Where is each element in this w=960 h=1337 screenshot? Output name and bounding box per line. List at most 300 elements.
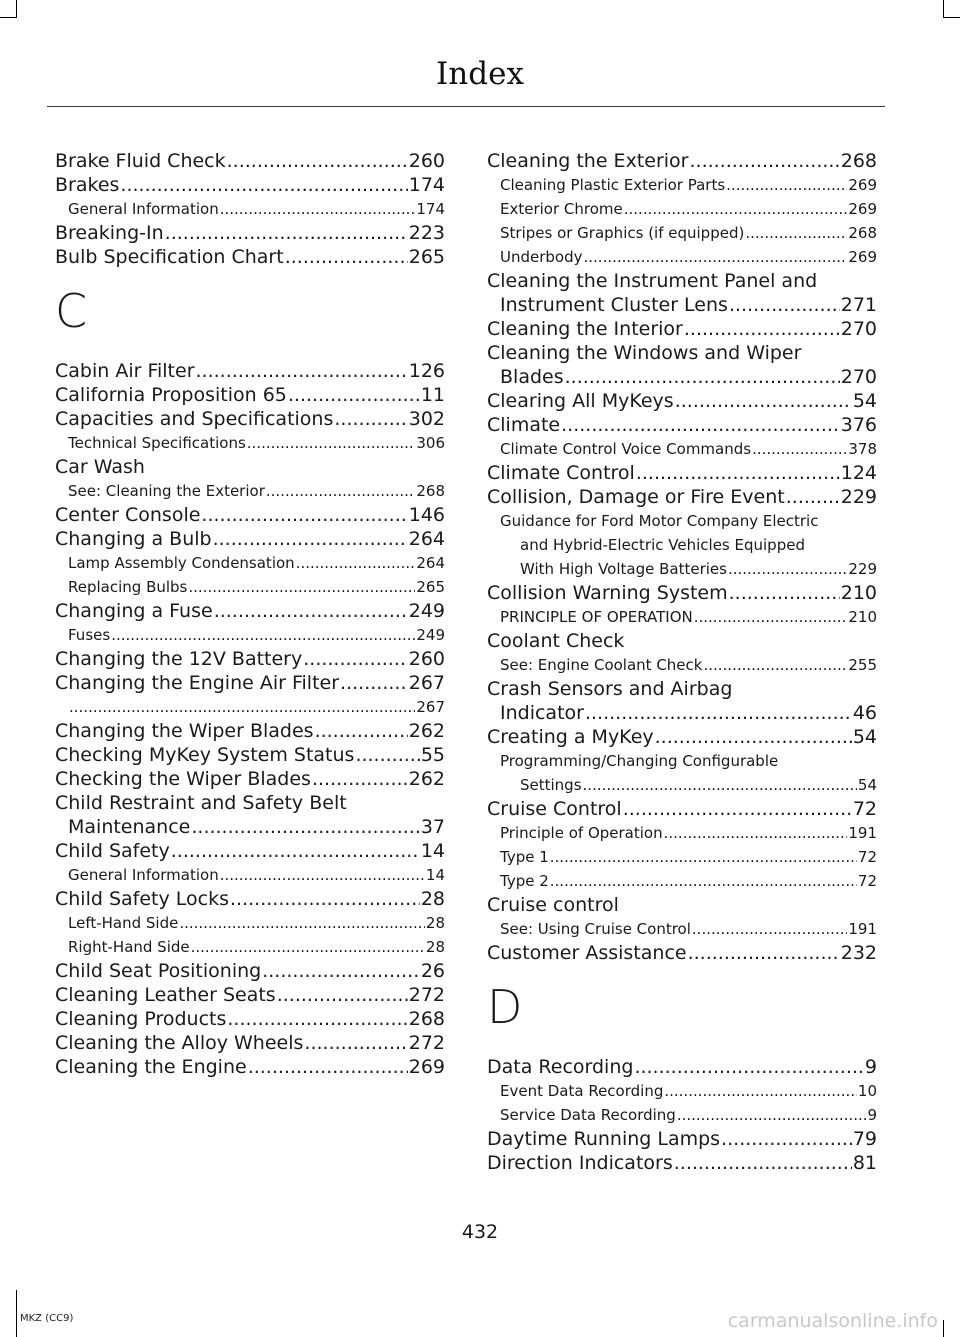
- dot-leader: [550, 845, 857, 869]
- page-ref[interactable]: 262: [408, 720, 445, 742]
- dot-leader: [288, 383, 420, 407]
- dot-leader: [729, 293, 840, 317]
- page-ref[interactable]: 146: [408, 504, 445, 526]
- page-ref[interactable]: 302: [408, 408, 445, 430]
- entry-row: [487, 725, 877, 749]
- page-ref[interactable]: 10: [857, 1082, 877, 1100]
- page-ref[interactable]: 270: [840, 366, 877, 388]
- entry-text: Right-Hand Side: [68, 938, 190, 956]
- entry-text: General Information: [68, 866, 219, 884]
- page-ref[interactable]: 229: [840, 486, 877, 508]
- page-ref[interactable]: 28: [425, 938, 445, 956]
- entry-row: [487, 149, 877, 173]
- entry-text: Replacing Bulbs: [68, 578, 188, 596]
- page-ref[interactable]: 223: [408, 222, 445, 244]
- dot-leader: [786, 485, 840, 509]
- dot-leader: [213, 527, 408, 551]
- entry-row: [500, 869, 877, 893]
- dot-leader: [248, 1055, 408, 1079]
- entry-row: [68, 197, 445, 221]
- page-ref[interactable]: 126: [408, 360, 445, 382]
- index-entry: [487, 389, 877, 413]
- entry-row: [487, 485, 877, 509]
- entry-text: Daytime Running Lamps: [487, 1128, 721, 1150]
- dot-leader: [664, 821, 848, 845]
- page-ref[interactable]: 14: [420, 840, 445, 862]
- entry-text: Center Console: [55, 504, 201, 526]
- page-ref[interactable]: 81: [852, 1152, 877, 1174]
- entry-row: [487, 1055, 877, 1079]
- dot-leader: [201, 503, 407, 527]
- entry-text: Service Data Recording: [500, 1106, 676, 1124]
- entry-text: Cleaning Products: [55, 1008, 227, 1030]
- page-ref[interactable]: 54: [852, 726, 877, 748]
- entry-text: Event Data Recording: [500, 1082, 664, 1100]
- page-ref[interactable]: 210: [840, 582, 877, 604]
- index-subentry: [487, 1079, 877, 1103]
- index-entry: [55, 503, 445, 527]
- index-entry: [487, 941, 877, 965]
- entry-row: [68, 431, 445, 455]
- entry-row: [487, 797, 877, 821]
- entry-text: Brakes: [55, 174, 120, 196]
- dot-leader: [726, 173, 847, 197]
- entry-text: Programming/Changing Configurable: [500, 752, 779, 770]
- entry-row: [55, 983, 445, 1007]
- page-ref[interactable]: 249: [408, 600, 445, 622]
- page-ref[interactable]: 174: [416, 200, 445, 218]
- index-entry: [55, 791, 445, 839]
- page-ref[interactable]: 268: [840, 150, 877, 172]
- dot-leader: [220, 863, 425, 887]
- index-entry: [55, 455, 445, 479]
- page-ref[interactable]: 72: [857, 848, 877, 866]
- entry-row: [487, 701, 877, 725]
- page-ref[interactable]: 26: [420, 960, 445, 982]
- crop-mark-top-right-v: [943, 0, 944, 18]
- dot-leader: [227, 149, 408, 173]
- dot-leader: [624, 197, 848, 221]
- page-ref[interactable]: 269: [848, 248, 877, 266]
- entry-text: Cleaning the Engine: [55, 1056, 247, 1078]
- entry-text: Bulb Specification Chart: [55, 246, 284, 268]
- dot-leader: [191, 815, 419, 839]
- page-ref[interactable]: 174: [408, 174, 445, 196]
- dot-leader: [692, 917, 847, 941]
- entry-text: General Information: [68, 200, 219, 218]
- entry-text: Child Seat Positioning: [55, 960, 262, 982]
- entry-text: Breaking-In: [55, 222, 164, 244]
- entry-text-continued: Instrument Cluster Lens: [500, 294, 728, 316]
- page-ref[interactable]: 378: [848, 440, 877, 458]
- entry-text-continued: Indicator: [500, 702, 584, 724]
- header-rule: [47, 106, 885, 107]
- entry-row: [55, 671, 445, 695]
- watermark: carmanualsonline.info: [727, 1310, 938, 1332]
- page-ref[interactable]: 268: [408, 1008, 445, 1030]
- page-ref[interactable]: 55: [420, 744, 445, 766]
- dot-leader: [220, 197, 416, 221]
- dot-leader: [296, 551, 416, 575]
- entry-row: [500, 1103, 877, 1127]
- index-entry: [55, 221, 445, 245]
- dot-leader: [585, 701, 852, 725]
- index-entry: [55, 1007, 445, 1031]
- entry-text-continued: Settings: [520, 776, 582, 794]
- page-ref[interactable]: 267: [416, 698, 445, 716]
- page-ref[interactable]: 255: [848, 656, 877, 674]
- index-entry: [55, 887, 445, 911]
- index-entry: [55, 1031, 445, 1055]
- page-ref[interactable]: 9: [864, 1056, 877, 1078]
- page-ref[interactable]: 124: [840, 462, 877, 484]
- dot-leader: [179, 911, 425, 935]
- entry-text: California Proposition 65: [55, 384, 287, 406]
- page-ref[interactable]: 260: [408, 648, 445, 670]
- page-ref[interactable]: 260: [408, 150, 445, 172]
- entry-text: See: Using Cruise Control: [500, 920, 691, 938]
- page-ref[interactable]: 265: [408, 246, 445, 268]
- dot-leader: [675, 389, 852, 413]
- dot-leader: [334, 407, 407, 431]
- index-entry: [487, 485, 877, 509]
- dot-leader: [304, 1031, 407, 1055]
- dot-leader: [171, 839, 420, 863]
- entry-text: Cruise Control: [487, 798, 622, 820]
- entry-row: [500, 653, 877, 677]
- entry-row: [487, 581, 877, 605]
- entry-row: [55, 743, 445, 767]
- entry-text-continued: Blades: [500, 366, 564, 388]
- dot-leader: [69, 695, 415, 719]
- entry-text: Cleaning the Interior: [487, 318, 683, 340]
- entry-row: [500, 437, 877, 461]
- index-subentry: [487, 653, 877, 677]
- entry-row: [55, 719, 445, 743]
- dot-leader: [745, 221, 847, 245]
- dot-leader: [230, 887, 420, 911]
- page-ref[interactable]: 267: [408, 672, 445, 694]
- index-subentry: [487, 605, 877, 629]
- page-ref[interactable]: 376: [840, 414, 877, 436]
- entry-text: Type 1: [500, 848, 549, 866]
- index-column-left: [55, 149, 445, 1079]
- page-ref[interactable]: 11: [420, 384, 445, 406]
- index-column-right: [487, 149, 877, 1175]
- page-ref[interactable]: 72: [857, 872, 877, 890]
- entry-row: [55, 815, 445, 839]
- page-ref[interactable]: 191: [848, 920, 877, 938]
- entry-row: [487, 461, 877, 485]
- dot-leader: [340, 671, 408, 695]
- index-subentry: [55, 935, 445, 959]
- entry-row: [55, 647, 445, 671]
- entry-text-continued: Maintenance: [68, 816, 191, 838]
- entry-text: Fuses: [68, 626, 111, 644]
- index-subentry: [487, 245, 877, 269]
- dot-leader: [636, 461, 840, 485]
- dot-leader: [120, 173, 407, 197]
- page-ref[interactable]: 9: [867, 1106, 877, 1124]
- page-ref[interactable]: 265: [416, 578, 445, 596]
- dot-leader: [561, 413, 840, 437]
- page-ref[interactable]: 72: [852, 798, 877, 820]
- entry-row: [55, 527, 445, 551]
- entry-text: Changing a Fuse: [55, 600, 213, 622]
- page-ref[interactable]: 264: [416, 554, 445, 572]
- entry-text: Climate Control Voice Commands: [500, 440, 752, 458]
- page-ref[interactable]: 272: [408, 1032, 445, 1054]
- dot-leader: [694, 605, 848, 629]
- page-ref[interactable]: 28: [420, 888, 445, 910]
- dot-leader: [565, 365, 840, 389]
- dot-leader: [312, 767, 408, 791]
- dot-leader: [315, 719, 408, 743]
- entry-text: Crash Sensors and Airbag: [487, 678, 733, 700]
- index-entry: [55, 149, 445, 173]
- entry-text: Underbody: [500, 248, 583, 266]
- index-entry: [55, 767, 445, 791]
- entry-row: [487, 1127, 877, 1151]
- index-entry: [55, 245, 445, 269]
- section-letter: D: [487, 980, 523, 1034]
- entry-row: [68, 575, 445, 599]
- entry-text: Cruise control: [487, 894, 619, 916]
- index-entry: [487, 629, 877, 653]
- entry-text: Cleaning Leather Seats: [55, 984, 276, 1006]
- entry-row: [68, 479, 445, 503]
- index-entry: [487, 893, 877, 917]
- page-ref[interactable]: 232: [840, 942, 877, 964]
- index-subentry: [55, 479, 445, 503]
- dot-leader: [752, 437, 847, 461]
- index-subentry: [55, 431, 445, 455]
- entry-text: Exterior Chrome: [500, 200, 623, 218]
- entry-row: [68, 863, 445, 887]
- entry-text: Principle of Operation: [500, 824, 663, 842]
- entry-row: [55, 1031, 445, 1055]
- entry-row: [500, 245, 877, 269]
- section-letter: C: [55, 284, 88, 338]
- entry-text: Changing the Wiper Blades: [55, 720, 314, 742]
- index-entry: [487, 413, 877, 437]
- page-ref[interactable]: 14: [425, 866, 445, 884]
- entry-row: [487, 941, 877, 965]
- index-subentry: [487, 437, 877, 461]
- entry-row: [68, 551, 445, 575]
- index-subentry: [55, 197, 445, 221]
- index-subentry: [487, 845, 877, 869]
- index-entry: [487, 1127, 877, 1151]
- entry-text: Car Wash: [55, 456, 145, 478]
- entry-text-continued: and Hybrid-Electric Vehicles Equipped: [520, 536, 805, 554]
- page-ref[interactable]: 54: [857, 776, 877, 794]
- index-entry: [487, 269, 877, 317]
- page-ref[interactable]: 249: [416, 626, 445, 644]
- dot-leader: [196, 359, 408, 383]
- entry-text: Changing a Bulb: [55, 528, 212, 550]
- dot-leader: [674, 1151, 852, 1175]
- dot-leader: [188, 575, 415, 599]
- entry-row: [500, 773, 877, 797]
- index-subentry: [55, 575, 445, 599]
- entry-text: Cleaning the Exterior: [487, 150, 689, 172]
- entry-row: [500, 845, 877, 869]
- index-entry: [487, 677, 877, 725]
- index-subentry: [487, 917, 877, 941]
- page-ref[interactable]: 306: [416, 434, 445, 452]
- page-ref[interactable]: 269: [848, 176, 877, 194]
- index-entry: [55, 527, 445, 551]
- entry-text: See: Cleaning the Exterior: [68, 482, 265, 500]
- document-id: MKZ (CC9): [20, 1313, 74, 1324]
- entry-row: [55, 599, 445, 623]
- index-entry: [55, 359, 445, 383]
- entry-text: Creating a MyKey: [487, 726, 654, 748]
- dot-leader: [688, 941, 840, 965]
- crop-mark-top-left-v: [16, 0, 17, 18]
- page-ref[interactable]: 269: [408, 1056, 445, 1078]
- entry-row: [55, 959, 445, 983]
- entry-row: [55, 149, 445, 173]
- dot-leader: [285, 245, 408, 269]
- entry-row: [55, 839, 445, 863]
- index-subentry: [487, 821, 877, 845]
- entry-row: [68, 911, 445, 935]
- dot-leader: [111, 623, 415, 647]
- entry-text: Checking the Wiper Blades: [55, 768, 311, 790]
- index-entry: [487, 1151, 877, 1175]
- dot-leader: [165, 221, 408, 245]
- index-entry: [55, 383, 445, 407]
- entry-text: Left-Hand Side: [68, 914, 179, 932]
- index-entry: [55, 743, 445, 767]
- entry-text: Brake Fluid Check: [55, 150, 226, 172]
- dot-leader: [684, 317, 840, 341]
- entry-text: Guidance for Ford Motor Company Electric: [500, 512, 819, 530]
- entry-row: [500, 557, 877, 581]
- index-entry: [55, 671, 445, 695]
- entry-text: Child Restraint and Safety Belt: [55, 792, 347, 814]
- page-ref[interactable]: 28: [425, 914, 445, 932]
- entry-row: [68, 623, 445, 647]
- index-entry: [487, 149, 877, 173]
- page-ref[interactable]: 269: [848, 200, 877, 218]
- entry-text: Climate Control: [487, 462, 635, 484]
- dot-leader: [728, 557, 847, 581]
- entry-row: [487, 893, 877, 917]
- entry-text: Cleaning the Instrument Panel and: [487, 270, 818, 292]
- entry-text: Lamp Assembly Condensation: [68, 554, 295, 572]
- entry-text: Cleaning the Alloy Wheels: [55, 1032, 304, 1054]
- entry-text: Child Safety Locks: [55, 888, 230, 910]
- index-entry: [487, 341, 877, 389]
- entry-row: [500, 173, 877, 197]
- dot-leader: [703, 653, 847, 677]
- index-entry: [55, 839, 445, 863]
- entry-text: Cleaning the Windows and Wiper: [487, 342, 802, 364]
- entry-row: [55, 173, 445, 197]
- crop-mark-bottom-left-v: [16, 1290, 17, 1337]
- index-entry: [487, 725, 877, 749]
- index-subentry: [487, 197, 877, 221]
- entry-row: [487, 413, 877, 437]
- entry-row: [487, 629, 877, 653]
- index-subentry: [55, 695, 445, 719]
- entry-row: [55, 887, 445, 911]
- entry-text: Changing the 12V Battery: [55, 648, 303, 670]
- index-subentry: [487, 749, 877, 797]
- entry-row: [500, 197, 877, 221]
- page-ref[interactable]: 79: [852, 1128, 877, 1150]
- entry-row: [55, 359, 445, 383]
- index-entry: [55, 407, 445, 431]
- page-ref[interactable]: 270: [840, 318, 877, 340]
- index-entry: [55, 647, 445, 671]
- dot-leader: [214, 599, 408, 623]
- page-ref[interactable]: 264: [408, 528, 445, 550]
- page-ref[interactable]: 262: [408, 768, 445, 790]
- index-subentry: [487, 509, 877, 581]
- entry-row: [500, 1079, 877, 1103]
- entry-text: Coolant Check: [487, 630, 625, 652]
- entry-row: [487, 365, 877, 389]
- entry-row: [487, 317, 877, 341]
- index-entry: [55, 719, 445, 743]
- page-ref[interactable]: 268: [416, 482, 445, 500]
- page-ref[interactable]: 229: [848, 560, 877, 578]
- entry-row: [500, 605, 877, 629]
- crop-mark-top-left-h: [0, 17, 17, 18]
- dot-leader: [664, 1079, 857, 1103]
- page-ref[interactable]: 54: [852, 390, 877, 412]
- index-subentry: [55, 911, 445, 935]
- dot-leader: [721, 1127, 852, 1151]
- page-number: 432: [461, 1221, 499, 1243]
- dot-leader: [266, 479, 415, 503]
- page-ref[interactable]: 37: [420, 816, 445, 838]
- entry-text: Changing the Engine Air Filter: [55, 672, 340, 694]
- entry-text: Direction Indicators: [487, 1152, 673, 1174]
- entry-text: Technical Specifications: [68, 434, 246, 452]
- dot-leader: [677, 1103, 867, 1127]
- entry-row: [55, 407, 445, 431]
- page-title: Index: [436, 56, 524, 92]
- entry-row: [487, 1151, 877, 1175]
- page-ref[interactable]: 272: [408, 984, 445, 1006]
- entry-text: Stripes or Graphics (if equipped): [500, 224, 745, 242]
- dot-leader: [623, 797, 852, 821]
- page-ref[interactable]: 268: [848, 224, 877, 242]
- index-subentry: [55, 551, 445, 575]
- index-entry: [55, 173, 445, 197]
- index-subentry: [55, 623, 445, 647]
- entry-text: Clearing All MyKeys: [487, 390, 674, 412]
- index-entry: [487, 317, 877, 341]
- entry-row: [68, 935, 445, 959]
- entry-row: [500, 821, 877, 845]
- page-ref[interactable]: 271: [840, 294, 877, 316]
- index-entry: [55, 1055, 445, 1079]
- entry-row: [487, 293, 877, 317]
- entry-row: [55, 245, 445, 269]
- dot-leader: [303, 647, 408, 671]
- page-ref[interactable]: 191: [848, 824, 877, 842]
- crop-mark-bottom-right-v: [943, 1320, 944, 1337]
- entry-text: PRINCIPLE OF OPERATION: [500, 608, 693, 626]
- page-ref[interactable]: 46: [852, 702, 877, 724]
- page-ref[interactable]: 210: [848, 608, 877, 626]
